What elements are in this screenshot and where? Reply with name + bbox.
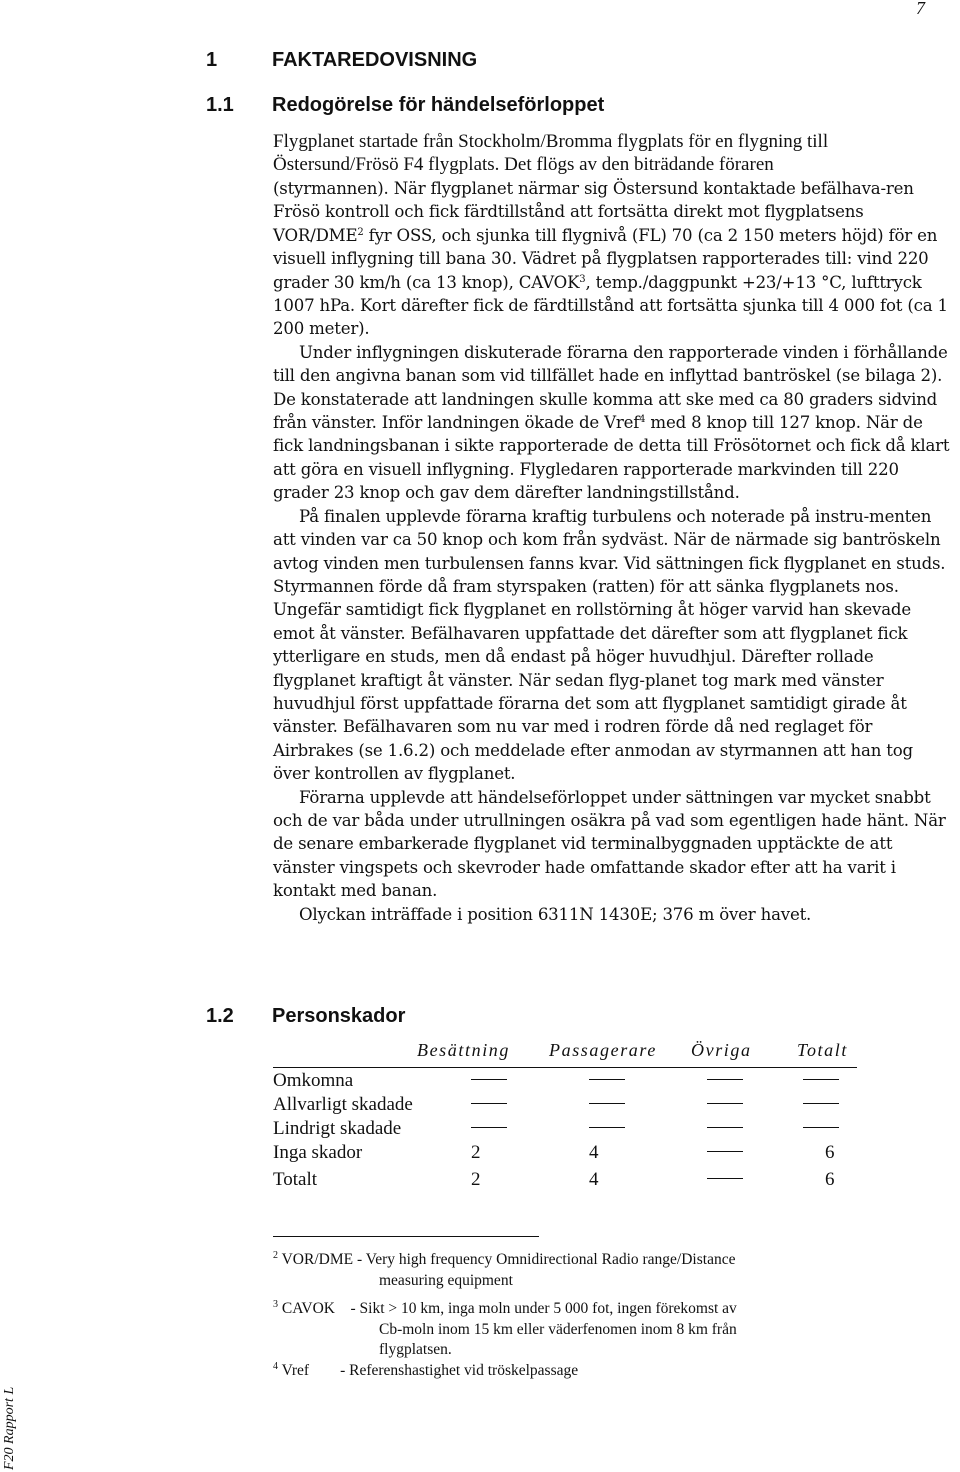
footnote-text: measuring equipment xyxy=(379,1271,513,1289)
cell xyxy=(589,1094,625,1116)
paragraph-2 xyxy=(273,341,953,505)
footnote-sep: - xyxy=(335,1300,360,1317)
table-rule xyxy=(273,1067,857,1068)
footnote-text: Referenshastighet vid tröskelpassage xyxy=(349,1361,579,1379)
cell: 6 xyxy=(825,1142,835,1163)
footnote-number: 3 xyxy=(273,1299,278,1310)
column-header: Passagerare xyxy=(549,1040,657,1060)
intro-text xyxy=(273,130,953,177)
footnote-ref: 2 xyxy=(357,226,364,238)
cell xyxy=(707,1169,743,1191)
footnote-term: Vref xyxy=(281,1361,310,1379)
paragraph-5: Olyckan inträffade i position 6311N 1430E; 376 m över havet. xyxy=(299,904,812,924)
heading-number: 1.1 xyxy=(206,94,234,116)
heading-faktaredovisning xyxy=(206,49,477,72)
page-number: 7 xyxy=(916,0,925,18)
cell: 6 xyxy=(825,1169,835,1190)
cell xyxy=(803,1070,839,1092)
footnote-number: 2 xyxy=(273,1250,278,1261)
heading-title: Redogörelse för händelseförloppet xyxy=(272,94,605,116)
cell xyxy=(707,1142,743,1164)
cell: 2 xyxy=(471,1169,481,1190)
cell xyxy=(707,1118,743,1140)
cell xyxy=(471,1070,507,1092)
paragraph-3: På finalen upplevde förarna kraftig turbulens och noterade på instru-menten att vinden var ca 50 knop och kom från sydväst. När de närmade sig bantröskeln avtog vinden men turbulensen fanns kvar. Vid sättningen fick flygplanet en studs. Styrmannen förde då fram styrspaken (ratten) för att sänka flygplanets nos. Ungefär samtidigt fick flygplanet en rollstörning åt höger varvid han skevade emot åt vänster. Befälhavaren uppfattade det därefter som att flygplanet fick ytterligare en studs, men då endast på höger huvudhjul. Därefter rollade flygplanet kraftigt åt vänster. När sedan flyg-planet tog mark med vänster huvudhjul först uppfattade förarna det som att flygplanet samtidigt girade åt vänster. Befälhavaren som nu var med i rodren förde då ned reglaget för Airbrakes (se 1.6.2) och meddelade efter anmodan av styrmannen att han tog över kontrollen av flygplanet. xyxy=(273,506,946,784)
footnote-sep: - xyxy=(309,1361,350,1379)
paragraph-1 xyxy=(273,177,953,341)
footnotes xyxy=(273,1250,873,1381)
footnote-2 xyxy=(273,1250,873,1291)
footnote-term: CAVOK xyxy=(281,1300,335,1317)
heading-number: 1.2 xyxy=(206,1005,234,1027)
footnote-text: Very high frequency Omnidirectional Radio range/Distance xyxy=(365,1251,736,1268)
cell xyxy=(471,1118,507,1140)
cell: 4 xyxy=(589,1169,599,1190)
heading-redogorelse xyxy=(206,94,604,117)
row-label: Totalt xyxy=(273,1169,318,1190)
cell: 4 xyxy=(589,1142,599,1163)
column-header: Totalt xyxy=(797,1040,848,1060)
heading-title: FAKTAREDOVISNING xyxy=(272,49,478,71)
text-run: , temp./daggpunkt +23/+13 °C, lufttryck 1007 hPa. Kort därefter fick de färdtillstånd att fortsätta sjunka till 4 000 fot (ca 1 200 meter). xyxy=(273,272,948,339)
heading-personskador xyxy=(206,1005,405,1028)
cell xyxy=(471,1094,507,1116)
cell xyxy=(589,1070,625,1092)
cell xyxy=(707,1094,743,1116)
text-run: Under inflygningen diskuterade förarna den rapporterade vinden i förhållande till den angivna banan som vid tillfället hade en inflyttad bantröskel (se bilaga 2). De konstaterade att landningen skulle komma att ske med ca 80 graders sidvind från vänster. Inför landningen ökade de Vref xyxy=(273,342,948,433)
footnote-separator xyxy=(273,1236,539,1237)
footnote-text: Cb-moln inom 15 km eller väderfenomen inom 8 km från xyxy=(379,1320,737,1338)
text-run: med 8 knop till 127 knop. När de fick landningsbanan i sikte rapporterade de detta till Frösötornet och fick då klart att göra en visuell inflygning. Flygledaren rapporterade markvinden till 220 grader 23 knop och gav dem därefter landningstillstånd. xyxy=(273,413,950,503)
cell xyxy=(803,1094,839,1116)
row-label: Inga skador xyxy=(273,1142,363,1163)
heading-title: Personskador xyxy=(272,1005,406,1027)
narrative-text xyxy=(273,177,953,926)
row-label: Allvarligt skadade xyxy=(273,1094,413,1115)
text-run: fyr OSS, och sjunka till flygnivå (FL) 70 (ca 2 150 meters höjd) för en visuell inflygning till bana 30. Vädret på flygplatsen rapporterades till: vind 220 grader 30 km/h (ca 13 knop), CAVOK xyxy=(273,225,938,292)
footnote-term: VOR/DME xyxy=(281,1251,354,1268)
footnote-ref: 4 xyxy=(639,414,646,426)
footnote-text: flygplatsen. xyxy=(379,1341,452,1358)
side-label: F20 Rapport L xyxy=(2,1386,17,1470)
heading-number: 1 xyxy=(206,49,218,71)
cell xyxy=(589,1118,625,1140)
intro-line: Flygplanet startade från Stockholm/Bromma flygplats för en flygning till xyxy=(273,131,829,152)
footnote-3 xyxy=(273,1299,873,1361)
row-label: Omkomna xyxy=(273,1070,354,1091)
cell: 2 xyxy=(471,1142,481,1163)
column-header: Övriga xyxy=(691,1040,752,1060)
footnote-text: Sikt > 10 km, inga moln under 5 000 fot, ingen förekomst av xyxy=(359,1300,737,1317)
footnote-sep: - xyxy=(353,1251,366,1268)
footnote-ref: 3 xyxy=(579,273,586,285)
row-label: Lindrigt skadade xyxy=(273,1118,402,1139)
column-header: Besättning xyxy=(417,1040,510,1060)
text-run: (styrmannen). När flygplanet närmar sig Östersund kontaktade befälhava-ren Frösö kontroll och fick färdtillstånd att fortsätta direkt mot flygplatsens VOR/DME xyxy=(273,179,914,245)
intro-line: Östersund/Frösö F4 flygplats. Det flögs av den biträdande föraren xyxy=(273,154,774,176)
footnote-number: 4 xyxy=(273,1360,278,1372)
footnote-4 xyxy=(273,1361,873,1382)
cell xyxy=(803,1118,839,1140)
cell xyxy=(707,1070,743,1092)
paragraph-4: Förarna upplevde att händelseförloppet under sättningen var mycket snabbt och de var båda under utrullningen osäkra på vad som egentligen hade hänt. När de senare embarkerade flygplanet vid terminalbyggnaden upptäckte de att vänster vingspets och skevroder hade omfattande skador efter att ha varit i kontakt med banan. xyxy=(273,787,946,901)
